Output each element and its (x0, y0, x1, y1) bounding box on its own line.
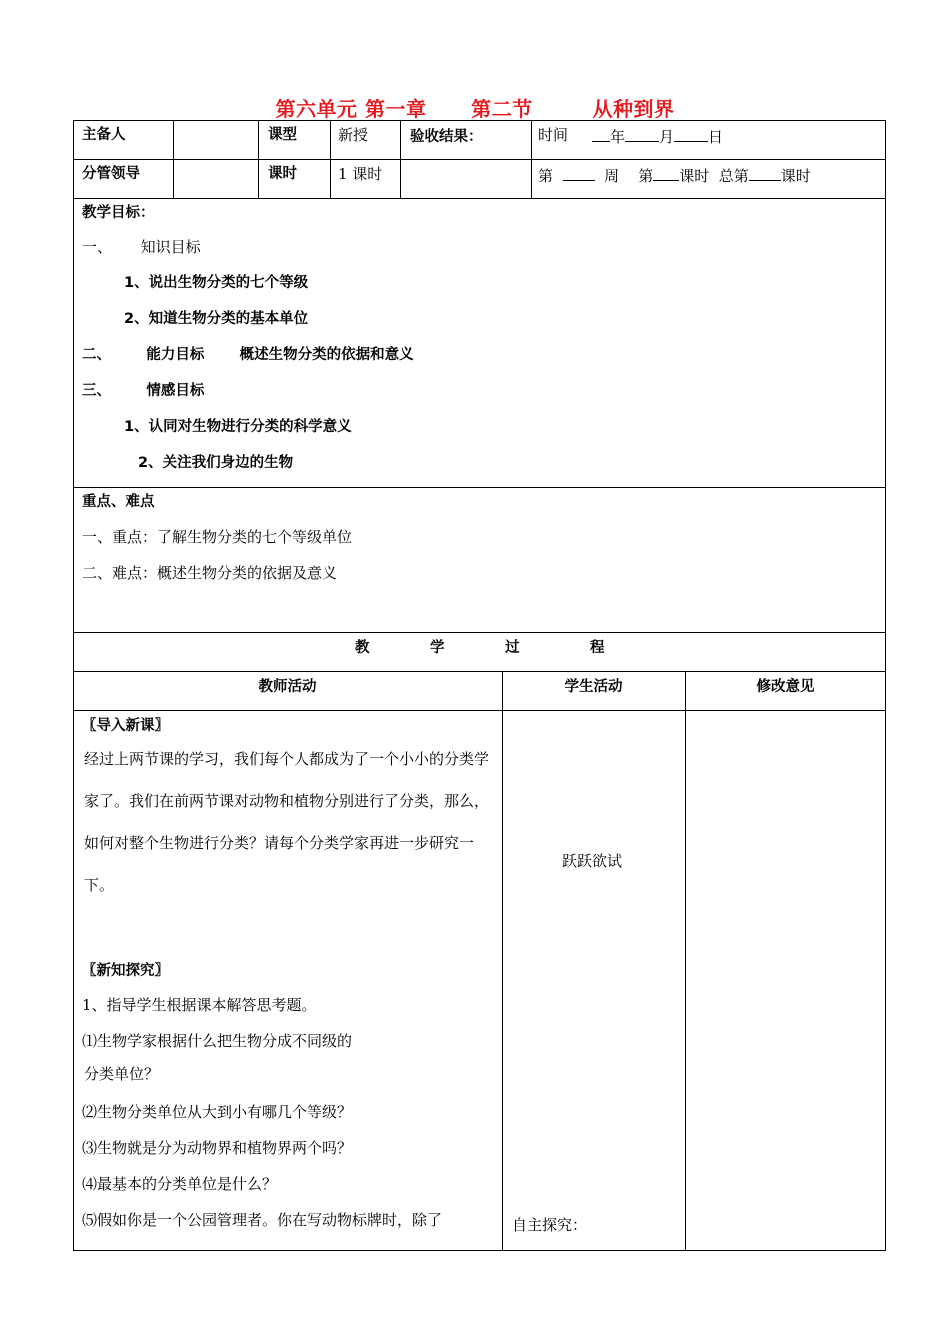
date-field: 年 月 日 (592, 125, 723, 147)
lesson-type-value: 新授 (338, 126, 369, 144)
time-label: 时间 (538, 126, 569, 144)
explore-heading: 〖新知探究〗 (82, 963, 169, 979)
column-teacher: 教师活动 (258, 679, 317, 695)
student-activity: 自主探究： (512, 1216, 588, 1234)
explore-task: 1、指导学生根据课本解答思考题。 (82, 996, 317, 1014)
preparer-label: 主备人 (82, 127, 126, 143)
objective-item: 二、 能力目标 概述生物分类的依据和意义 (82, 347, 414, 363)
column-student: 学生活动 (564, 679, 623, 695)
objective-item: 2、知道生物分类的基本单位 (124, 311, 309, 327)
key-points-heading: 重点、难点 (82, 494, 155, 510)
leader-label: 分管领导 (82, 166, 140, 182)
objective-item: 1、说出生物分类的七个等级 (124, 275, 309, 291)
page-title: 第六单元 第一章 第二节 从种到界 (275, 97, 675, 121)
column-revision: 修改意见 (756, 679, 815, 695)
key-point-item: 二、难点：概述生物分类的依据及意义 (82, 564, 338, 582)
process-heading-char: 程 (590, 640, 605, 656)
lesson-type-label: 课型 (268, 127, 297, 143)
key-point-item: 一、重点：了解生物分类的七个等级单位 (82, 528, 353, 546)
objective-item: 三、 情感目标 (82, 383, 205, 399)
question-item: ⑴生物学家根据什么把生物分成不同级的 (82, 1032, 353, 1050)
objective-item: 2、关注我们身边的生物 (138, 455, 294, 471)
question-item: ⑷最基本的分类单位是什么？ (82, 1175, 278, 1193)
process-heading-char: 教 (355, 640, 370, 656)
process-heading-char: 过 (505, 640, 520, 656)
student-activity: 跃跃欲试 (562, 852, 623, 870)
question-item: ⑸假如你是一个公园管理者。你在写动物标牌时，除了 (82, 1211, 443, 1229)
intro-heading: 〖导入新课〗 (82, 718, 169, 734)
intro-text: 经过上两节课的学习，我们每个人都成为了一个小小的分类学家了。我们在前两节课对动物和植物分别进行了分类，那么，如何对整个生物进行分类？请每个分类学家再进一步研究一下。 (84, 750, 490, 894)
process-heading-char: 学 (430, 640, 445, 656)
question-item: ⑵生物分类单位从大到小有哪几个等级？ (82, 1103, 353, 1121)
question-item: ⑶生物就是分为动物界和植物界两个吗？ (82, 1139, 353, 1157)
period-value: 1 课时 (338, 165, 383, 183)
period-label: 课时 (268, 166, 297, 182)
objective-item: 1、认同对生物进行分类的科学意义 (124, 419, 352, 435)
question-item: 分类单位？ (84, 1065, 160, 1083)
objective-item: 一、 知识目标 (82, 238, 201, 256)
week-field: 第 周 第 课时 总第 课时 (538, 164, 811, 186)
objectives-heading: 教学目标： (82, 205, 155, 221)
check-result-label: 验收结果： (410, 129, 483, 145)
